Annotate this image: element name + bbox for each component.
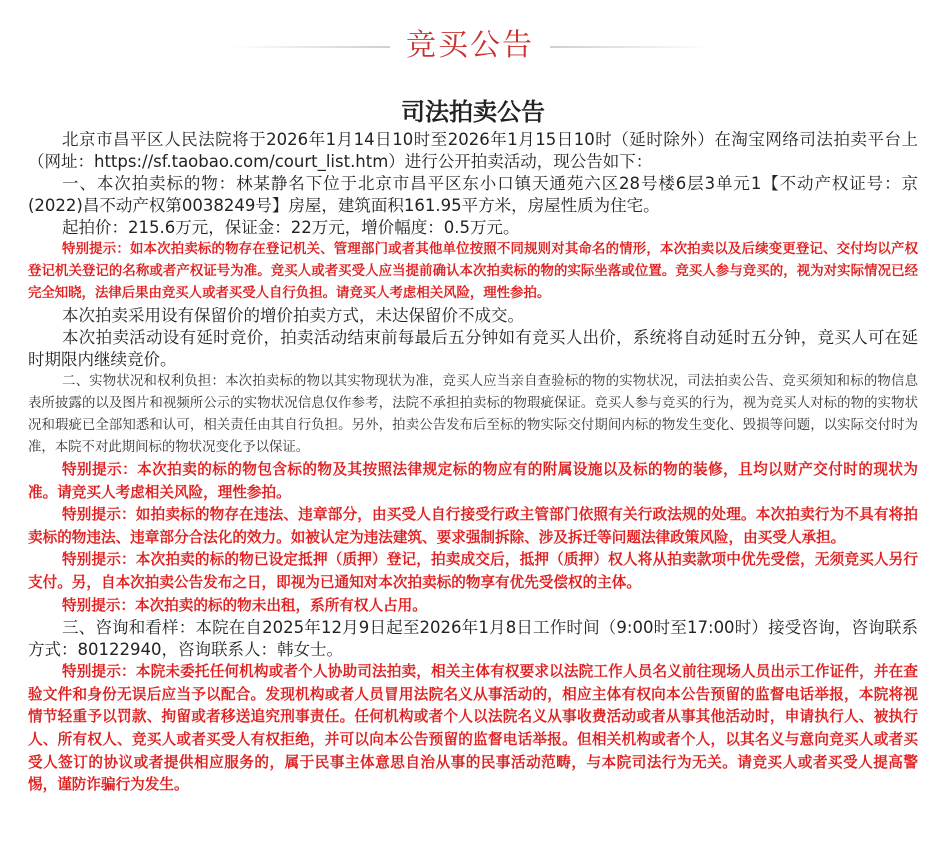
physical-condition-paragraph: 二、实物状况和权利负担：本次拍卖标的物以其实物现状为准，竞买人应当亲自查验标的物的实物状况，司法拍卖公告、竞买须知和标的物信息表所披露的以及图片和视频所公示的实物状况信息仅作参考，法院不承担拍卖标的物瑕疵保证。竞买人参与竞买的行为，视为竞买人对标的物的实物状况和瑕疵已全部知悉和认可，相关责任由其自行负担。另外，拍卖公告发布后至标的物实际交付期间内标的物发生变化、毁损等问题，以实际交付时为准，本院不对此期间标的物状况变化予以保证。 (28, 374, 918, 455)
announcement-document (28, 95, 918, 797)
special-notice-fraud: 特别提示：本院未委托任何机构或者个人协助司法拍卖，相关主体有权要求以法院工作人员名义前往现场人员出示工作证件，并在查验文件和身份无误后应当予以配合。发现机构或者人员冒用法院名义从事活动的，相应主体有权向本公告预留的监督电话举报，本院将视情节轻重予以罚款、拘留或者移送追究刑事责任。任何机构或者个人以法院名义从事收费活动或者从事其他活动时，申请执行人、被执行人、所有权人、竞买人或者买受人有权拒绝，并可以向本公告预留的监督电话举报。但相关机构或者个人，以其名义与意向竞买人或者买受人签订的协议或者提供相应服务的，属于民事主体意思自治从事的民事活动范畴，与本院司法行为无关。请竞买人或者买受人提高警惕，谨防诈骗行为发生。 (28, 663, 918, 794)
special-notice-mortgage: 特别提示：本次拍卖的标的物已设定抵押（质押）登记，拍卖成交后，抵押（质押）权人将从拍卖款项中优先受偿，无须竞买人另行支付。另，自本次拍卖公告发布之日，即视为已通知对本次拍卖标的物享有优先受偿权的主体。 (28, 551, 918, 591)
delay-bidding-paragraph: 本次拍卖活动设有延时竞价，拍卖活动结束前每最后五分钟如有竞买人出价，系统将自动延时五分钟，竞买人可在延时期限内继续竞价。 (28, 328, 918, 369)
intro-paragraph: 北京市昌平区人民法院将于2026年1月14日10时至2026年1月15日10时（延时除外）在淘宝网络司法拍卖平台上（网址：https://sf.taobao.com/court_list.htm）进行公开拍卖活动，现公告如下： (28, 130, 918, 171)
auction-item-paragraph: 一、本次拍卖标的物：林某静名下位于北京市昌平区东小口镇天通苑六区28号楼6层3单元1【不动产权证号：京(2022)昌不动产权第0038249号】房屋，建筑面积161.95平方米，房屋性质为住宅。 (28, 174, 918, 215)
special-notice-occupancy: 特别提示：本次拍卖的标的物未出租，系所有权人占用。 (62, 596, 427, 614)
announcement-banner (0, 22, 940, 72)
banner-divider-right (550, 46, 710, 48)
consultation-paragraph: 三、咨询和看样：本院在自2025年12月9日起至2026年1月8日工作时间（9:00时至17:00时）接受咨询，咨询联系方式：80122940，咨询联系人：韩女士。 (28, 618, 918, 660)
price-paragraph: 起拍价：215.6万元，保证金：22万元，增价幅度：0.5万元。 (62, 218, 520, 237)
document-title: 司法拍卖公告 (401, 98, 545, 126)
special-notice-facilities: 特别提示：本次拍卖的标的物包含标的物及其按照法律规定标的物应有的附属设施以及标的物的装修，且均以财产交付时的现状为准。请竞买人考虑相关风险，理性参拍。 (28, 461, 918, 501)
auction-method-paragraph: 本次拍卖采用设有保留价的增价拍卖方式，未达保留价不成交。 (62, 306, 524, 325)
special-notice-illegal-parts: 特别提示：如拍卖标的物存在违法、违章部分，由买受人自行接受行政主管部门依照有关行政法规的处理。本次拍卖行为不具有将拍卖标的物违法、违章部分合法化的效力。如被认定为违法建筑、要求强制拆除、涉及拆迁等问题法律政策风险，由买受人承担。 (28, 506, 918, 546)
special-notice-naming: 特别提示：如本次拍卖标的物存在登记机关、管理部门或者其他单位按照不同规则对其命名的情形，本次拍卖以及后续变更登记、交付均以产权登记机关登记的名称或者产权证号为准。竞买人或者买受人应当提前确认本次拍卖标的物的实际坐落或位置。竞买人参与竞买的，视为对实际情况已经完全知晓，法律后果由竞买人或者买受人自行负担。请竞买人考虑相关风险，理性参拍。 (28, 242, 918, 301)
banner-title: 竞买公告 (406, 28, 534, 63)
